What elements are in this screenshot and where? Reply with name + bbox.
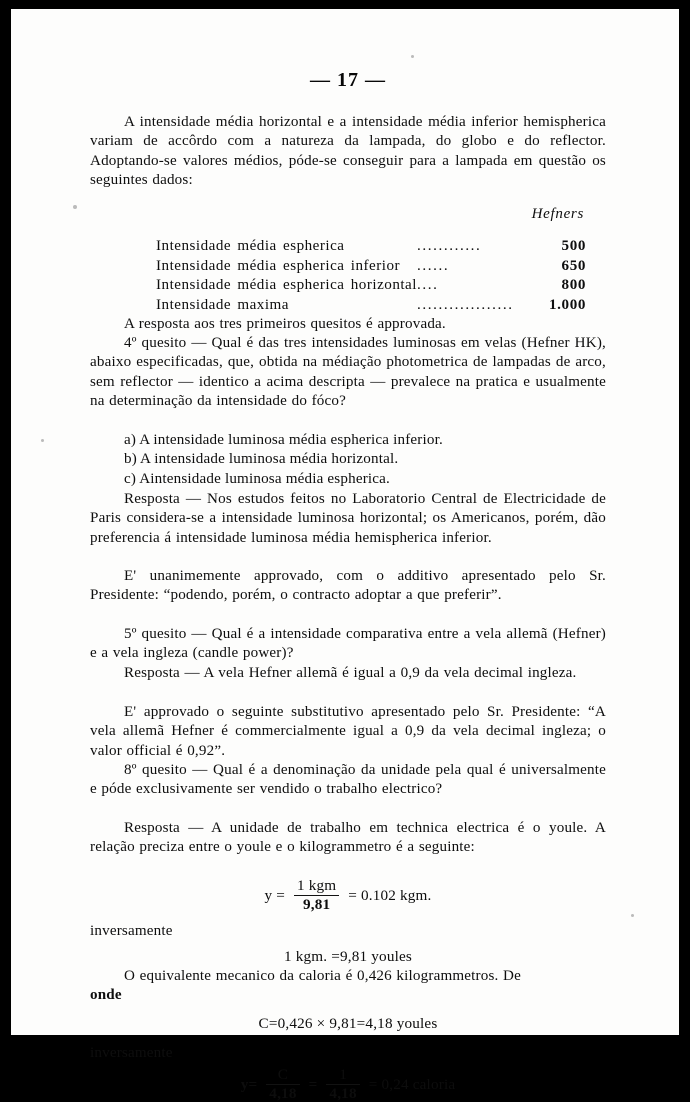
- equation-4-numerator-1: C: [277, 1066, 289, 1083]
- page-sheet: [11, 9, 679, 1102]
- quesito-4-block: [90, 334, 606, 411]
- approval-first-block: [90, 315, 606, 334]
- intro-paragraph: A intensidade média horizontal e a intensidade média inferior hemispherica variam de accôrdo com a natureza da lampada, do globo e do reflector. Adoptando-se valores médios, póde-se conseguir para a lampada em questão os seguintes dados:: [90, 114, 606, 189]
- equation-1-rhs: = 0.102 kgm.: [348, 886, 432, 904]
- quesito-8-block: [90, 761, 606, 800]
- resposta-8-block: [90, 819, 606, 858]
- scan-speck: [41, 439, 44, 442]
- equation-4: [90, 1067, 606, 1102]
- row-value: 800: [561, 277, 586, 294]
- fraction-bar-icon: [266, 1084, 299, 1085]
- row-leader-dots: ..................: [416, 296, 514, 313]
- table-row: [156, 276, 586, 296]
- row-label: Intensidade média espherica horizontal: [156, 277, 417, 294]
- resposta-4-paragraph: Resposta — Nos estudos feitos no Laboratorio Central de Electricidade de Paris considera-se a intensidade luminosa horizontal; os Americanos, porém, dão preferencia á intensidade luminosa média hemispherica inferior.: [90, 491, 606, 546]
- row-value: 650: [561, 257, 586, 274]
- table-row: [156, 257, 586, 277]
- equivalente-block: [90, 967, 606, 986]
- equation-1-lhs: y =: [264, 886, 285, 904]
- quesito-5-paragraph: 5º quesito — Qual é a intensidade comparativa entre a vela allemã (Hefner) e a vela ingleza (candle power)?: [90, 626, 606, 662]
- row-label: Intensidade média espherica inferior: [156, 257, 401, 274]
- equation-4-fraction-1: [264, 1067, 301, 1102]
- equation-1-denominator: 9,81: [302, 896, 331, 913]
- equivalente-paragraph: O equivalente mecanico da caloria é 0,426 kilogrammetros. De: [124, 968, 521, 984]
- row-leader-dots: ....: [416, 277, 439, 294]
- intensity-values-table: [156, 237, 586, 315]
- substitutivo-block: [90, 703, 606, 761]
- row-leader-dots: ............: [416, 238, 482, 254]
- table-row: [156, 296, 586, 316]
- equation-4-fraction-2: [324, 1067, 361, 1102]
- row-label: Intensidade maxima: [156, 296, 289, 313]
- approval-first-paragraph: A resposta aos tres primeiros quesitos é approvada.: [124, 316, 446, 332]
- equation-4-lhs: y=: [240, 1075, 258, 1093]
- onde-label: onde: [90, 987, 122, 1003]
- scan-speck: [631, 914, 634, 917]
- onde-block: [90, 986, 606, 1005]
- equation-3-text: C=0,426 × 9,81=4,18 youles: [258, 1015, 438, 1032]
- resposta-4-block: [90, 490, 606, 548]
- equation-1-numerator: 1 kgm: [296, 877, 337, 894]
- equation-4-denominator-1: 4,18: [269, 1085, 297, 1102]
- options-block: [90, 431, 606, 489]
- inversamente-1: inversamente: [90, 923, 173, 939]
- unanimous-approval-block: [90, 567, 606, 606]
- inversamente-2-block: [90, 1044, 606, 1063]
- equation-4-mid: =: [308, 1075, 318, 1093]
- substitutivo-paragraph: E' approvado o seguinte substitutivo apresentado pelo Sr. Presidente: “A vela allemã Hefner é commercialmente igual a 0,9 da vela decimal ingleza; o valor official é 0,92”.: [90, 704, 606, 759]
- scan-speck: [411, 55, 414, 58]
- equation-1-fraction: [292, 878, 341, 913]
- scan-speck: [73, 205, 77, 209]
- resposta-8-paragraph: Resposta — A unidade de trabalho em technica electrica é o youle. A relação preciza entre o youle e o kilogrammetro é a seguinte:: [90, 820, 606, 856]
- unanimous-approval-paragraph: E' unanimemente approvado, com o additivo apresentado pelo Sr. Presidente: “podendo, porém, o contracto adoptar a que preferir”.: [90, 568, 606, 604]
- option-a: a) A intensidade luminosa média espherica inferior.: [124, 432, 443, 448]
- quesito-5-block: [90, 625, 606, 664]
- row-value: 1.000: [549, 296, 586, 313]
- option-c: c) Aintensidade luminosa média espherica.: [124, 470, 390, 487]
- table-row: [156, 237, 586, 257]
- intro-paragraph-block: [90, 113, 606, 190]
- resposta-5-block: [90, 664, 606, 683]
- equation-2-text: 1 kgm. =9,81 youles: [284, 948, 412, 965]
- quesito-8-paragraph: 8º quesito — Qual é a denominação da unidade pela qual é universalmente e póde exclusivamente ser vendido o trabalho electrico?: [90, 762, 606, 798]
- option-b: b) A intensidade luminosa média horizontal.: [124, 451, 399, 468]
- inversamente-2: inversamente: [90, 1045, 173, 1061]
- equation-1: [90, 878, 606, 913]
- table-unit-header: Hefners: [531, 206, 584, 222]
- page-folio: — 17 —: [310, 69, 386, 91]
- fraction-bar-icon: [326, 1084, 359, 1085]
- resposta-5-paragraph: Resposta — A vela Hefner allemã é igual a 0,9 da vela decimal ingleza.: [124, 665, 577, 681]
- row-leader-dots: ......: [416, 257, 450, 274]
- equation-4-denominator-2: 4,18: [329, 1085, 357, 1102]
- inversamente-1-block: [90, 922, 606, 941]
- page-content: [11, 9, 679, 1102]
- equation-4-rhs: = 0,24 caloria: [368, 1075, 456, 1093]
- row-label: Intensidade média espherica: [156, 238, 345, 254]
- quesito-4-paragraph: 4º quesito — Qual é das tres intensidades luminosas em velas (Hefner HK), abaixo especificadas, que, obtida na médiação photometrica de lampadas de arco, sem reflector — identico a acima descripta — prevalece na pratica e usualmente na determinação da intensidade do fóco?: [90, 335, 606, 410]
- row-value: 500: [561, 238, 586, 254]
- equation-3: [90, 1014, 606, 1033]
- equation-2: [90, 947, 606, 966]
- equation-4-numerator-2: 1: [339, 1066, 347, 1083]
